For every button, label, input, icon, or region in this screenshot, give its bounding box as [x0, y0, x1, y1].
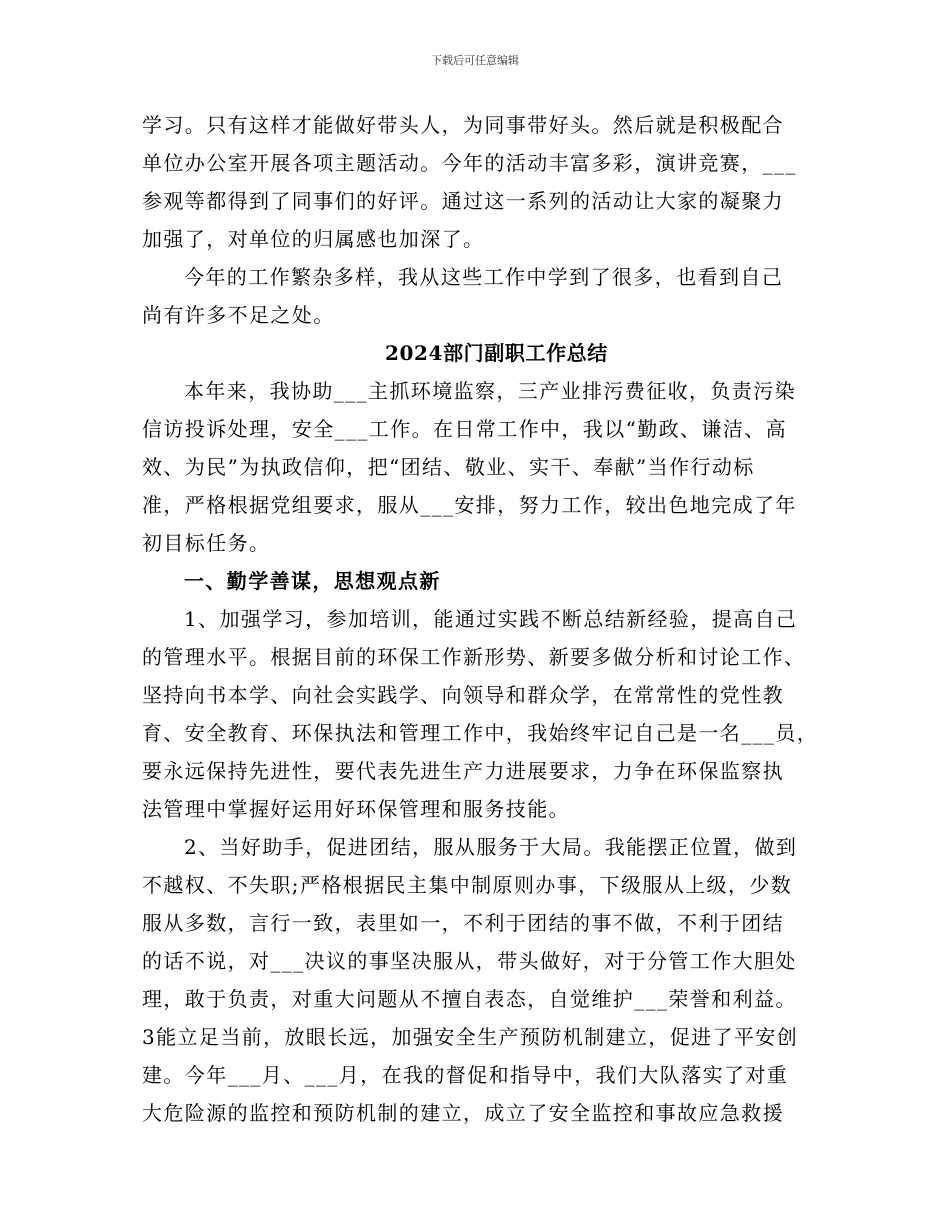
paragraph-line: 3能立足当前，放眼长远，加强安全生产预防机制建立，促进了平安创 [142, 1025, 799, 1049]
paragraph-line: 单位办公室开展各项主题活动。今年的活动丰富多彩，演讲竞赛，___ [142, 151, 797, 175]
paragraph-line: 要永远保持先进性，要代表先进生产力进展要求，力争在环保监察执 [142, 759, 784, 783]
paragraph-line: 的话不说，对___决议的事坚决服从，带头做好，对于分管工作大胆处 [142, 949, 797, 973]
subsection-heading: 一、勤学善谋，思想观点新 [184, 569, 441, 593]
paragraph-line: 大危险源的监控和预防机制的建立，成立了安全监控和事故应急救援 [142, 1101, 784, 1125]
paragraph-line: 效、为民”为执政信仰，把“团结、敬业、实干、奉献”当作行动标 [142, 455, 755, 479]
paragraph-line: 建。今年___月、___月，在我的督促和指导中，我们大队落实了对重 [142, 1063, 789, 1087]
paragraph-line: 参观等都得到了同事们的好评。通过这一系列的活动让大家的凝聚力 [142, 189, 784, 213]
paragraph-line: 学习。只有这样才能做好带头人，为同事带好头。然后就是积极配合 [142, 113, 784, 137]
paragraph-line: 初目标任务。 [142, 531, 271, 555]
paragraph-line: 坚持向书本学、向社会实践学、向领导和群众学，在常常性的党性教 [142, 683, 784, 707]
paragraph-line: 尚有许多不足之处。 [142, 303, 335, 327]
paragraph-line: 本年来，我协助___主抓环境监察，三产业排污费征收，负责污染 [184, 379, 796, 403]
paragraph-line: 今年的工作繁杂多样，我从这些工作中学到了很多，也看到自己 [184, 265, 784, 289]
paragraph-line: 育、安全教育、环保执法和管理工作中，我始终牢记自己是一名___员， [142, 721, 819, 745]
paragraph-line: 1、加强学习，参加培训，能通过实践不断总结新经验，提高自己 [184, 607, 798, 631]
paragraph-line: 准，严格根据党组要求，服从___安排，努力工作，较出色地完成了年 [142, 493, 797, 517]
paragraph-line: 不越权、不失职;严格根据民主集中制原则办事，下级服从上级，少数 [142, 873, 793, 897]
paragraph-line: 2、当好助手，促进团结，服从服务于大局。我能摆正位置，做到 [184, 835, 798, 859]
page-header: 下载后可任意编辑 [431, 54, 519, 67]
paragraph-line: 法管理中掌握好运用好环保管理和服务技能。 [142, 797, 570, 821]
paragraph-line: 信访投诉处理，安全___工作。在日常工作中，我以“勤政、谦洁、高 [142, 417, 788, 441]
paragraph-line: 理，敢于负责，对重大问题从不擅自表态，自觉维护___荣誉和利益。 [142, 987, 797, 1011]
paragraph-line: 服从多数，言行一致，表里如一，不利于团结的事不做，不利于团结 [142, 911, 784, 935]
paragraph-line: 加强了，对单位的归属感也加深了。 [142, 227, 485, 251]
section-title: 2024部门副职工作总结 [385, 341, 608, 365]
paragraph-line: 的管理水平。根据目前的环保工作新形势、新要多做分析和讨论工作、 [142, 645, 806, 669]
